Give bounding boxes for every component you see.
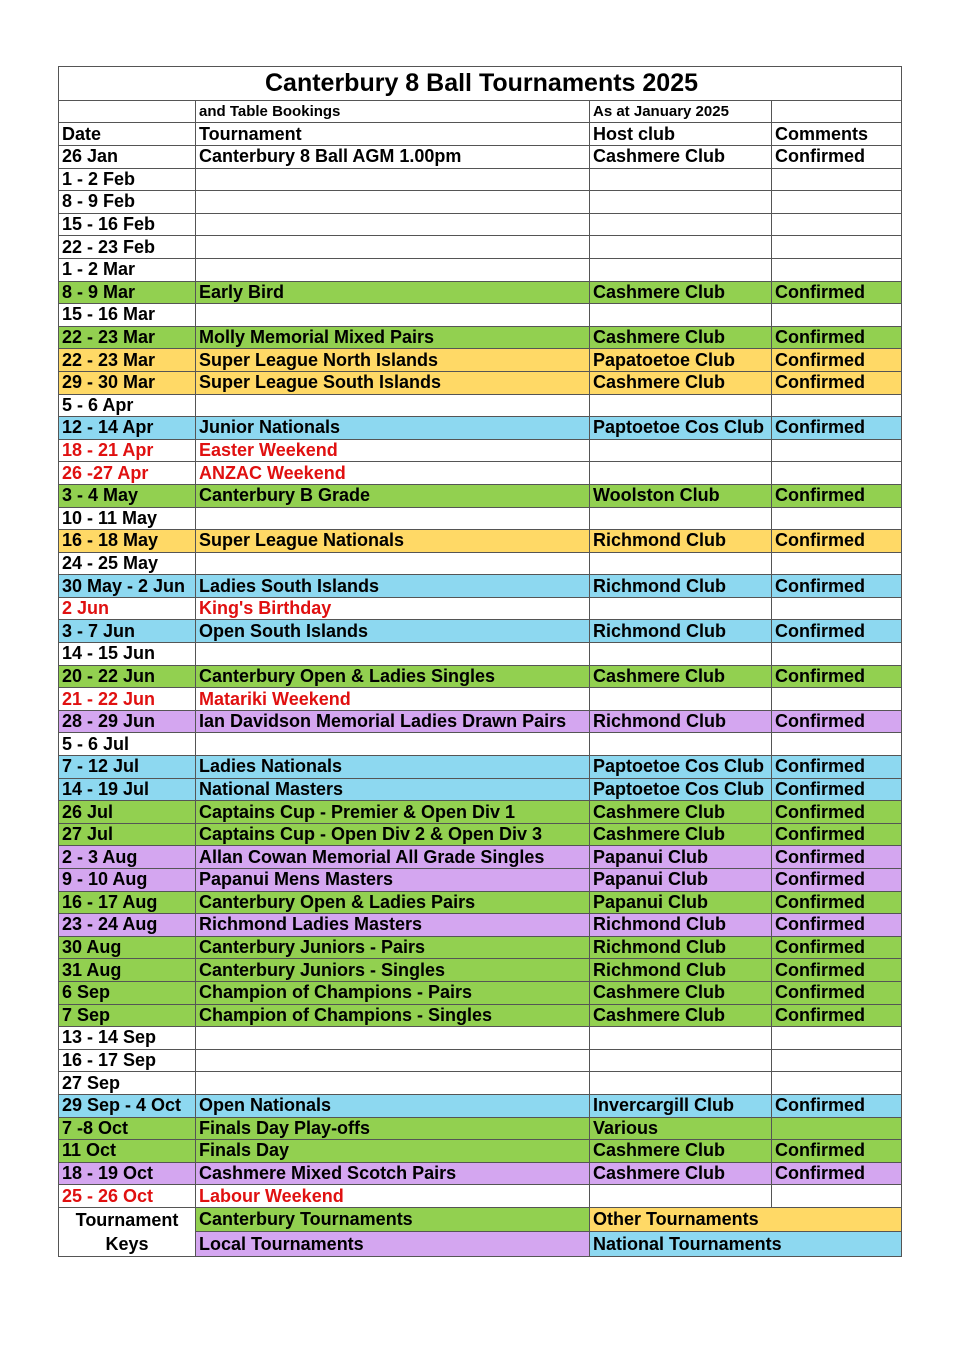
table-row — [59, 1072, 902, 1095]
table-row — [59, 756, 902, 779]
cell-host — [590, 304, 772, 327]
cell-date: 6 Sep — [59, 981, 196, 1004]
cell-comments: Confirmed — [772, 959, 902, 982]
cell-tournament: Champion of Champions - Singles — [196, 1004, 590, 1027]
cell-host — [590, 213, 772, 236]
table-row — [59, 1185, 902, 1208]
cell-comments: Confirmed — [772, 801, 902, 824]
table-row — [59, 258, 902, 281]
cell-date: 2 - 3 Aug — [59, 846, 196, 869]
cell-comments: Confirmed — [772, 575, 902, 598]
cell-date: 26 Jul — [59, 801, 196, 824]
cell-tournament: Papanui Mens Masters — [196, 869, 590, 892]
cell-date: 16 - 17 Aug — [59, 891, 196, 914]
cell-date: 26 -27 Apr — [59, 462, 196, 485]
cell-host: Papanui Club — [590, 869, 772, 892]
cell-comments — [772, 191, 902, 214]
cell-comments: Confirmed — [772, 778, 902, 801]
cell-comments: Confirmed — [772, 1094, 902, 1117]
cell-comments: Confirmed — [772, 349, 902, 372]
header-tournament: Tournament — [196, 123, 590, 146]
cell-comments: Confirmed — [772, 326, 902, 349]
table-row — [59, 326, 902, 349]
cell-date: 15 - 16 Mar — [59, 304, 196, 327]
cell-comments — [772, 236, 902, 259]
cell-host — [590, 168, 772, 191]
table-row — [59, 1140, 902, 1163]
cell-date: 2 Jun — [59, 597, 196, 620]
table-row — [59, 665, 902, 688]
cell-comments: Confirmed — [772, 371, 902, 394]
cell-comments: Confirmed — [772, 869, 902, 892]
cell-host: Papanui Club — [590, 891, 772, 914]
cell-host — [590, 1072, 772, 1095]
cell-date: 29 - 30 Mar — [59, 371, 196, 394]
cell-comments: Confirmed — [772, 665, 902, 688]
cell-date: 23 - 24 Aug — [59, 914, 196, 937]
cell-host: Papatoetoe Club — [590, 349, 772, 372]
cell-host: Richmond Club — [590, 710, 772, 733]
table-row — [59, 710, 902, 733]
key-local: Local Tournaments — [196, 1232, 590, 1257]
cell-tournament: Matariki Weekend — [196, 688, 590, 711]
cell-host: Cashmere Club — [590, 981, 772, 1004]
cell-comments — [772, 462, 902, 485]
cell-date: 1 - 2 Mar — [59, 258, 196, 281]
table-row — [59, 349, 902, 372]
table-row — [59, 575, 902, 598]
table-row — [59, 778, 902, 801]
table-row — [59, 936, 902, 959]
cell-tournament: Canterbury 8 Ball AGM 1.00pm — [196, 146, 590, 169]
cell-date: 12 - 14 Apr — [59, 417, 196, 440]
title-row — [59, 67, 902, 101]
table-row — [59, 304, 902, 327]
cell-host: Cashmere Club — [590, 823, 772, 846]
table-row — [59, 869, 902, 892]
cell-tournament: Super League South Islands — [196, 371, 590, 394]
cell-host — [590, 1027, 772, 1050]
cell-date: 7 -8 Oct — [59, 1117, 196, 1140]
cell-tournament: Champion of Champions - Pairs — [196, 981, 590, 1004]
cell-host: Richmond Club — [590, 936, 772, 959]
table-row — [59, 914, 902, 937]
cell-comments — [772, 597, 902, 620]
cell-tournament: Super League Nationals — [196, 530, 590, 553]
cell-date: 22 - 23 Mar — [59, 326, 196, 349]
cell-host: Cashmere Club — [590, 281, 772, 304]
cell-host: Richmond Club — [590, 620, 772, 643]
cell-date: 26 Jan — [59, 146, 196, 169]
table-row — [59, 801, 902, 824]
table-row — [59, 146, 902, 169]
cell-date: 11 Oct — [59, 1140, 196, 1163]
table-row — [59, 371, 902, 394]
cell-comments — [772, 258, 902, 281]
cell-date: 24 - 25 May — [59, 552, 196, 575]
table-row — [59, 213, 902, 236]
header-comments: Comments — [772, 123, 902, 146]
cell-date: 29 Sep - 4 Oct — [59, 1094, 196, 1117]
cell-comments: Confirmed — [772, 530, 902, 553]
cell-tournament — [196, 168, 590, 191]
key-other: Other Tournaments — [590, 1207, 902, 1232]
subtitle-left: and Table Bookings — [196, 101, 590, 123]
cell-tournament: National Masters — [196, 778, 590, 801]
cell-tournament: Canterbury Juniors - Singles — [196, 959, 590, 982]
cell-host — [590, 258, 772, 281]
cell-date: 20 - 22 Jun — [59, 665, 196, 688]
cell-date: 27 Sep — [59, 1072, 196, 1095]
cell-host: Paptoetoe Cos Club — [590, 778, 772, 801]
cell-comments: Confirmed — [772, 484, 902, 507]
page-title: Canterbury 8 Ball Tournaments 2025 — [59, 67, 902, 101]
cell-host: Cashmere Club — [590, 1004, 772, 1027]
cell-host — [590, 643, 772, 666]
cell-tournament: Finals Day Play-offs — [196, 1117, 590, 1140]
cell-host: Various — [590, 1117, 772, 1140]
cell-tournament: Early Bird — [196, 281, 590, 304]
cell-comments — [772, 733, 902, 756]
cell-host — [590, 688, 772, 711]
key-label-line-2: Keys — [105, 1233, 149, 1254]
cell-date: 3 - 4 May — [59, 484, 196, 507]
table-row — [59, 281, 902, 304]
cell-comments — [772, 552, 902, 575]
cell-date: 5 - 6 Jul — [59, 733, 196, 756]
table-row — [59, 733, 902, 756]
cell-date: 10 - 11 May — [59, 507, 196, 530]
table-row — [59, 236, 902, 259]
cell-date: 3 - 7 Jun — [59, 620, 196, 643]
key-label — [59, 1207, 196, 1256]
cell-tournament: Canterbury Juniors - Pairs — [196, 936, 590, 959]
table-row — [59, 1094, 902, 1117]
cell-tournament: Open Nationals — [196, 1094, 590, 1117]
cell-host: Woolston Club — [590, 484, 772, 507]
key-label-line-1: Tournament — [75, 1209, 179, 1230]
cell-comments: Confirmed — [772, 823, 902, 846]
subtitle-right: As at January 2025 — [590, 101, 772, 123]
cell-date: 7 - 12 Jul — [59, 756, 196, 779]
cell-comments: Confirmed — [772, 891, 902, 914]
cell-date: 14 - 15 Jun — [59, 643, 196, 666]
cell-tournament — [196, 733, 590, 756]
cell-tournament: Ian Davidson Memorial Ladies Drawn Pairs — [196, 710, 590, 733]
cell-tournament: Canterbury Open & Ladies Pairs — [196, 891, 590, 914]
cell-host: Invercargill Club — [590, 1094, 772, 1117]
cell-host — [590, 1049, 772, 1072]
cell-host: Cashmere Club — [590, 665, 772, 688]
cell-date: 16 - 18 May — [59, 530, 196, 553]
schedule-sheet — [58, 66, 901, 1257]
table-row — [59, 1027, 902, 1050]
cell-host: Papanui Club — [590, 846, 772, 869]
table-row — [59, 620, 902, 643]
cell-host: Richmond Club — [590, 530, 772, 553]
subtitle-row — [59, 101, 902, 123]
cell-comments: Confirmed — [772, 981, 902, 1004]
cell-tournament: Labour Weekend — [196, 1185, 590, 1208]
cell-tournament: Open South Islands — [196, 620, 590, 643]
cell-date: 22 - 23 Feb — [59, 236, 196, 259]
cell-host: Richmond Club — [590, 959, 772, 982]
cell-date: 25 - 26 Oct — [59, 1185, 196, 1208]
cell-tournament: Allan Cowan Memorial All Grade Singles — [196, 846, 590, 869]
cell-tournament — [196, 394, 590, 417]
cell-host: Cashmere Club — [590, 801, 772, 824]
table-row — [59, 1117, 902, 1140]
cell-date: 30 May - 2 Jun — [59, 575, 196, 598]
table-row — [59, 688, 902, 711]
cell-tournament: Captains Cup - Open Div 2 & Open Div 3 — [196, 823, 590, 846]
table-row — [59, 552, 902, 575]
table-row — [59, 417, 902, 440]
header-date: Date — [59, 123, 196, 146]
header-row — [59, 123, 902, 146]
key-canterbury: Canterbury Tournaments — [196, 1207, 590, 1232]
subtitle-empty — [59, 101, 196, 123]
cell-tournament — [196, 213, 590, 236]
cell-host: Richmond Club — [590, 914, 772, 937]
cell-date: 8 - 9 Feb — [59, 191, 196, 214]
cell-host — [590, 552, 772, 575]
cell-host — [590, 191, 772, 214]
cell-comments: Confirmed — [772, 1140, 902, 1163]
cell-comments: Confirmed — [772, 936, 902, 959]
cell-host: Paptoetoe Cos Club — [590, 756, 772, 779]
table-row — [59, 484, 902, 507]
header-host: Host club — [590, 123, 772, 146]
cell-tournament: Ladies Nationals — [196, 756, 590, 779]
cell-tournament — [196, 1072, 590, 1095]
cell-tournament: Richmond Ladies Masters — [196, 914, 590, 937]
cell-comments — [772, 1117, 902, 1140]
cell-comments — [772, 1049, 902, 1072]
cell-tournament: Junior Nationals — [196, 417, 590, 440]
cell-tournament — [196, 304, 590, 327]
cell-date: 18 - 19 Oct — [59, 1162, 196, 1185]
subtitle-empty-2 — [772, 101, 902, 123]
cell-tournament: Molly Memorial Mixed Pairs — [196, 326, 590, 349]
table-row — [59, 597, 902, 620]
table-row — [59, 1049, 902, 1072]
cell-host — [590, 439, 772, 462]
cell-host: Cashmere Club — [590, 1162, 772, 1185]
cell-tournament — [196, 258, 590, 281]
cell-date: 14 - 19 Jul — [59, 778, 196, 801]
cell-date: 30 Aug — [59, 936, 196, 959]
table-row — [59, 168, 902, 191]
cell-host: Cashmere Club — [590, 1140, 772, 1163]
cell-date: 31 Aug — [59, 959, 196, 982]
cell-tournament — [196, 1049, 590, 1072]
table-row — [59, 462, 902, 485]
key-national: National Tournaments — [590, 1232, 902, 1257]
key-row-1 — [59, 1207, 902, 1232]
table-row — [59, 846, 902, 869]
cell-tournament — [196, 236, 590, 259]
cell-comments: Confirmed — [772, 146, 902, 169]
cell-date: 1 - 2 Feb — [59, 168, 196, 191]
cell-date: 28 - 29 Jun — [59, 710, 196, 733]
cell-host: Richmond Club — [590, 575, 772, 598]
cell-comments — [772, 507, 902, 530]
cell-host: Paptoetoe Cos Club — [590, 417, 772, 440]
cell-comments: Confirmed — [772, 914, 902, 937]
table-row — [59, 1004, 902, 1027]
cell-host — [590, 1185, 772, 1208]
cell-comments — [772, 1072, 902, 1095]
cell-comments — [772, 1027, 902, 1050]
cell-tournament — [196, 552, 590, 575]
cell-comments: Confirmed — [772, 417, 902, 440]
cell-tournament: Finals Day — [196, 1140, 590, 1163]
cell-host: Cashmere Club — [590, 371, 772, 394]
cell-host — [590, 462, 772, 485]
cell-comments — [772, 688, 902, 711]
cell-host — [590, 236, 772, 259]
cell-date: 5 - 6 Apr — [59, 394, 196, 417]
cell-comments: Confirmed — [772, 1162, 902, 1185]
cell-date: 15 - 16 Feb — [59, 213, 196, 236]
cell-date: 16 - 17 Sep — [59, 1049, 196, 1072]
cell-comments: Confirmed — [772, 1004, 902, 1027]
cell-date: 13 - 14 Sep — [59, 1027, 196, 1050]
cell-comments: Confirmed — [772, 846, 902, 869]
cell-comments — [772, 1185, 902, 1208]
cell-comments — [772, 394, 902, 417]
cell-tournament: ANZAC Weekend — [196, 462, 590, 485]
cell-date: 9 - 10 Aug — [59, 869, 196, 892]
cell-date: 7 Sep — [59, 1004, 196, 1027]
cell-tournament — [196, 507, 590, 530]
cell-date: 21 - 22 Jun — [59, 688, 196, 711]
cell-date: 18 - 21 Apr — [59, 439, 196, 462]
table-row — [59, 530, 902, 553]
tournament-table — [58, 66, 902, 1257]
cell-host — [590, 394, 772, 417]
cell-comments — [772, 213, 902, 236]
cell-comments: Confirmed — [772, 756, 902, 779]
cell-date: 22 - 23 Mar — [59, 349, 196, 372]
table-row — [59, 507, 902, 530]
cell-tournament: Canterbury B Grade — [196, 484, 590, 507]
cell-tournament — [196, 643, 590, 666]
cell-tournament: King's Birthday — [196, 597, 590, 620]
cell-date: 27 Jul — [59, 823, 196, 846]
cell-comments: Confirmed — [772, 620, 902, 643]
cell-host — [590, 597, 772, 620]
table-row — [59, 823, 902, 846]
table-row — [59, 891, 902, 914]
table-row — [59, 981, 902, 1004]
cell-tournament: Easter Weekend — [196, 439, 590, 462]
cell-comments: Confirmed — [772, 281, 902, 304]
cell-host: Cashmere Club — [590, 326, 772, 349]
cell-comments — [772, 168, 902, 191]
cell-comments — [772, 643, 902, 666]
cell-host — [590, 507, 772, 530]
table-row — [59, 959, 902, 982]
cell-host — [590, 733, 772, 756]
table-row — [59, 394, 902, 417]
table-row — [59, 643, 902, 666]
cell-comments — [772, 304, 902, 327]
cell-comments — [772, 439, 902, 462]
cell-date: 8 - 9 Mar — [59, 281, 196, 304]
table-row — [59, 191, 902, 214]
table-row — [59, 439, 902, 462]
cell-tournament: Canterbury Open & Ladies Singles — [196, 665, 590, 688]
cell-tournament: Ladies South Islands — [196, 575, 590, 598]
cell-tournament: Captains Cup - Premier & Open Div 1 — [196, 801, 590, 824]
cell-tournament — [196, 191, 590, 214]
table-row — [59, 1162, 902, 1185]
cell-comments: Confirmed — [772, 710, 902, 733]
cell-tournament: Cashmere Mixed Scotch Pairs — [196, 1162, 590, 1185]
cell-tournament — [196, 1027, 590, 1050]
cell-tournament: Super League North Islands — [196, 349, 590, 372]
cell-host: Cashmere Club — [590, 146, 772, 169]
